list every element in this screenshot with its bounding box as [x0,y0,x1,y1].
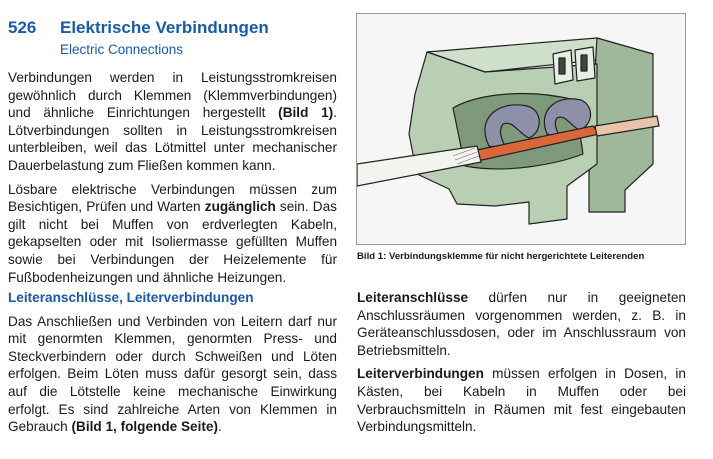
chapter-heading [8,18,338,57]
slot-right [581,55,587,71]
section-heading: Leiteranschlüsse, Leiterverbindungen [8,290,254,305]
figure-caption: Bild 1: Verbindungsklemme für nicht hergerichtete Leiterenden [357,251,645,262]
intro-paragraph-2: Lösbare elektrische Verbindungen müssen zum Besichtigen, Prüfen und Warten zugänglich sein. Das gilt nicht bei Muffen von erdverlegten Kabeln, gekapselten oder mit Isoliermasse gefüllten Muffen sowie bei Verbindungen der Heizelemente für Fußbodenheizungen und ähnliche Heizungen. [8,181,337,285]
intro-paragraph-1: Verbindungen werden in Leistungsstromkreisen gewöhnlich durch Klemmen (Klemmverbindungen) und ähnliche Einrichtungen hergestellt (Bild 1). Lötverbindungen sollten in Leistungsstromkreisen unterbleiben, weil das Lötmittel unter mechanischer Dauerbelastung zum Fließen kommen kann. [8,70,337,173]
slot-left [559,58,565,74]
emphasis-accessible: zugänglich [204,199,276,215]
term-conductor-terminals: Leiteranschlüsse [357,290,469,305]
terminal-block-illustration [356,13,686,245]
figure-reference: (Bild 1) [278,105,334,121]
intro-text [8,69,337,292]
right-column-text [357,289,686,442]
section-conductors [8,289,337,442]
chapter-title: Elektrische Verbindungen [60,18,269,37]
terminal-block-drawing [357,14,685,244]
figure-reference-next-page: (Bild 1, folgende Seite) [71,419,219,435]
paragraph-conductor-terminals: Leiteranschlüsse dürfen nur in geeigneten Anschlussräumen vorgenommen werden, z. B. in Geräteanschlussdosen, oder im Anschlussraum von Betriebsmitteln. [357,290,686,358]
term-conductor-connections: Leiterverbindungen [357,366,484,382]
chapter-number: 526 [8,18,37,37]
paragraph-conductor-connections: Leiterverbindungen müssen erfolgen in Dosen, in Kästen, bei Kabeln in Muffen oder bei Verbrauchsmitteln in Räumen mit fest eingebauten Verbindungsmitteln. [357,366,686,435]
chapter-subtitle: Electric Connections [60,42,184,57]
section-paragraph: Das Anschließen und Verbinden von Leitern darf nur mit genormten Klemmen, genormten Press- und Steckverbindern oder durch Schweißen und Löten erfolgen. Beim Löten muss dafür gesorgt sein, dass auf die Lötstelle keine mechanische Einwirkung erfolgt. Es sind zahlreiche Arten von Klemmen in Gebrauch (Bild 1, folgende Seite). [8,313,337,435]
